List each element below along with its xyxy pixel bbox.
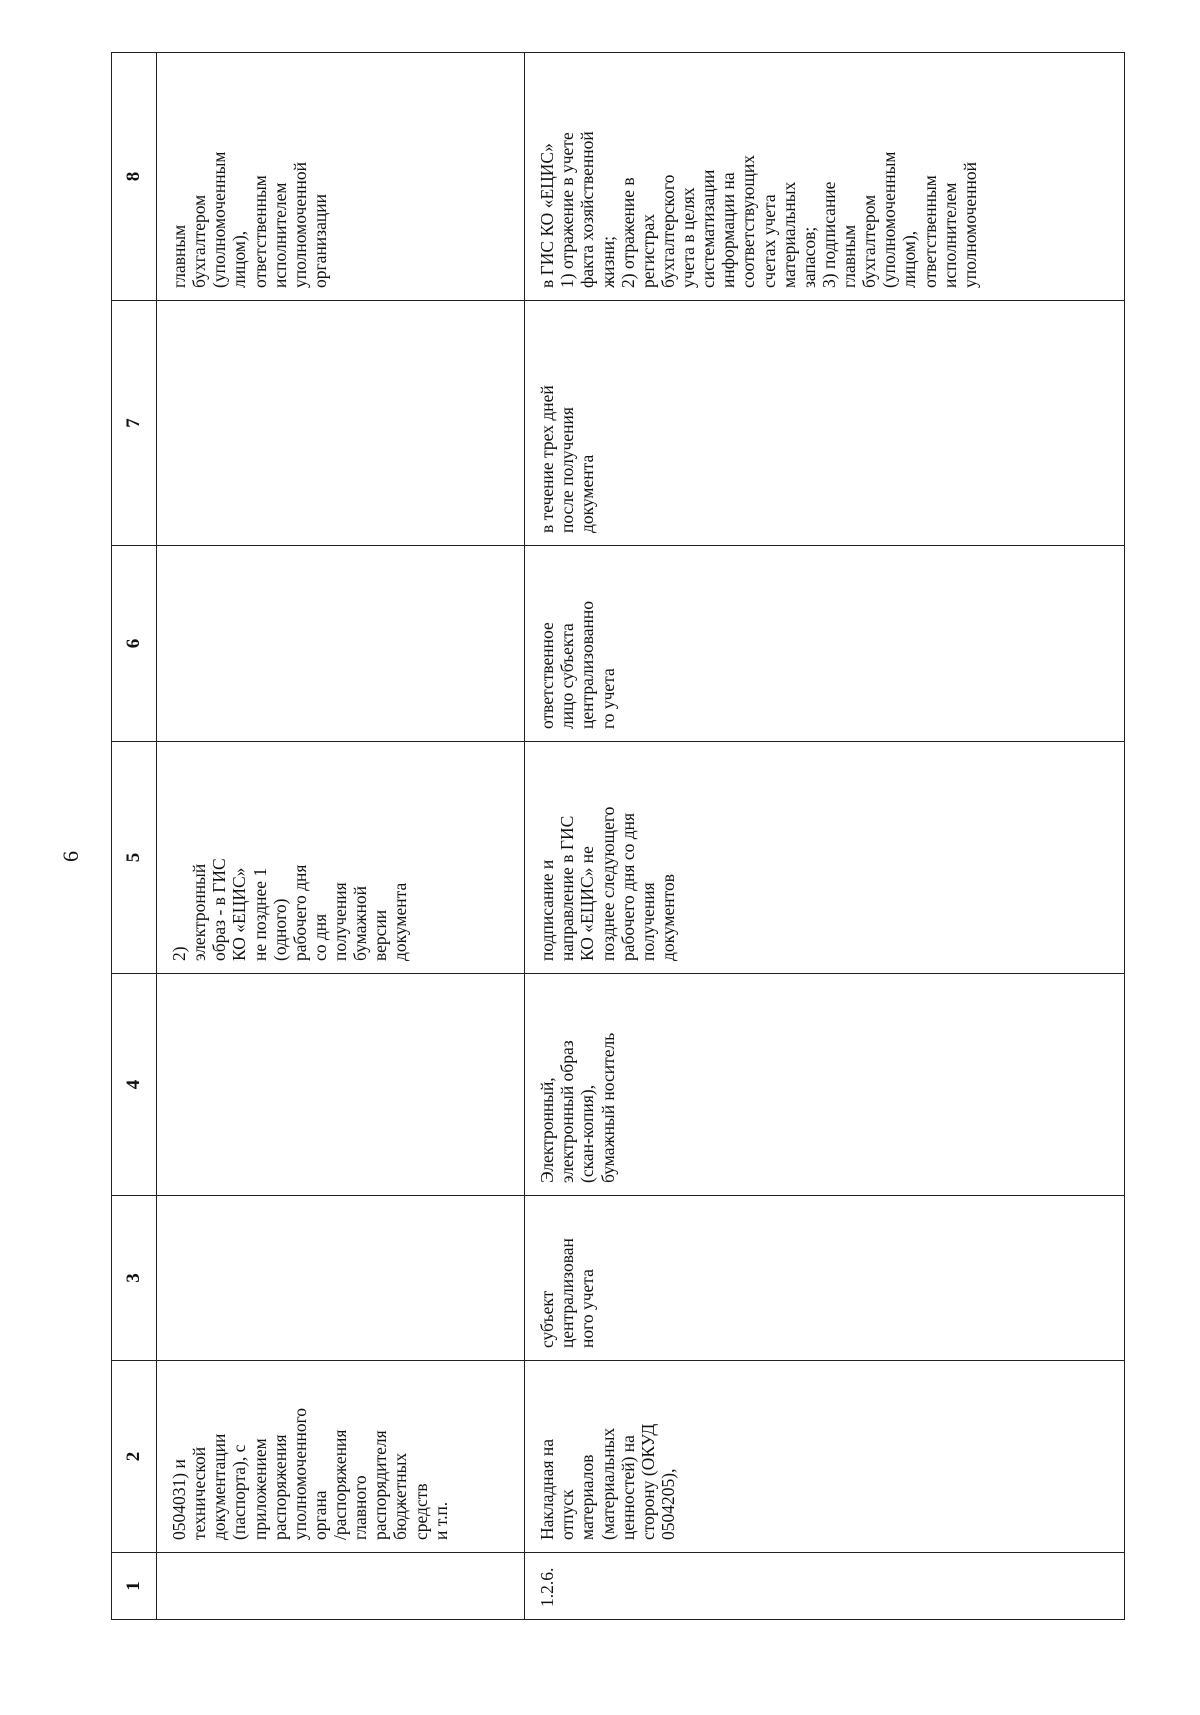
cell-creator <box>157 1196 525 1361</box>
column-header-8: 8 <box>112 53 157 301</box>
cell-responsible: ответственное лицо субъекта централизованно го учета <box>525 546 1125 742</box>
table-row <box>157 53 525 1620</box>
document-table <box>111 52 1125 1620</box>
list-item-number: 2) <box>169 946 189 961</box>
column-header-2: 2 <box>112 1361 157 1553</box>
column-header-1: 1 <box>112 1553 157 1620</box>
cell-creator: субъект централизован ного учета <box>525 1196 1125 1361</box>
column-header-3: 3 <box>112 1196 157 1361</box>
cell-number: 1.2.6. <box>525 1553 1125 1620</box>
cell-document-form: Электронный, электронный образ (скан-копия), бумажный носитель <box>525 974 1125 1196</box>
column-header-4: 4 <box>112 974 157 1196</box>
document-table-wrapper <box>111 53 1125 1620</box>
cell-document-form <box>157 974 525 1196</box>
list-item-text: электронный образ - в ГИС КО «ЕЦИС» не позднее 1 (одного) рабочего дня со дня получения бумажной версии документа <box>189 858 411 961</box>
cell-document-name: Накладная на отпуск материалов (материальных ценностей) на сторону (ОКУД 0504205), <box>525 1361 1125 1553</box>
cell-document-name: 0504031) и технической документации (паспорта), с приложением распоряжения уполномоченного органа /распоряжения главного распорядителя бюджетных средств и т.п. <box>157 1361 525 1553</box>
cell-processing-term: в течение трех дней после получения документа <box>525 301 1125 546</box>
cell-number <box>157 1553 525 1620</box>
header-row <box>112 53 157 1620</box>
table-row <box>525 53 1125 1620</box>
cell-processing-actions: главным бухгалтером (уполномоченным лицом), ответственным исполнителем уполномоченной организации <box>157 53 525 301</box>
column-header-7: 7 <box>112 301 157 546</box>
cell-submission-term: подписание и направление в ГИС КО «ЕЦИС» не позднее следующего рабочего дня со дня получения документов <box>525 742 1125 974</box>
cell-submission-term <box>157 742 525 974</box>
page-number: 6 <box>58 851 83 862</box>
column-header-5: 5 <box>112 742 157 974</box>
column-header-6: 6 <box>112 546 157 742</box>
cell-processing-actions: в ГИС КО «ЕЦИС» 1) отражение в учете факта хозяйственной жизни; 2) отражение в регистрах бухгалтерского учета в целях систематизации информации на соответствующих счетах учета материальных запасов; 3) подписание главным бухгалтером (уполномоченным лицом), ответственным исполнителем уполномоченной <box>525 53 1125 301</box>
cell-responsible <box>157 546 525 742</box>
cell-processing-term <box>157 301 525 546</box>
